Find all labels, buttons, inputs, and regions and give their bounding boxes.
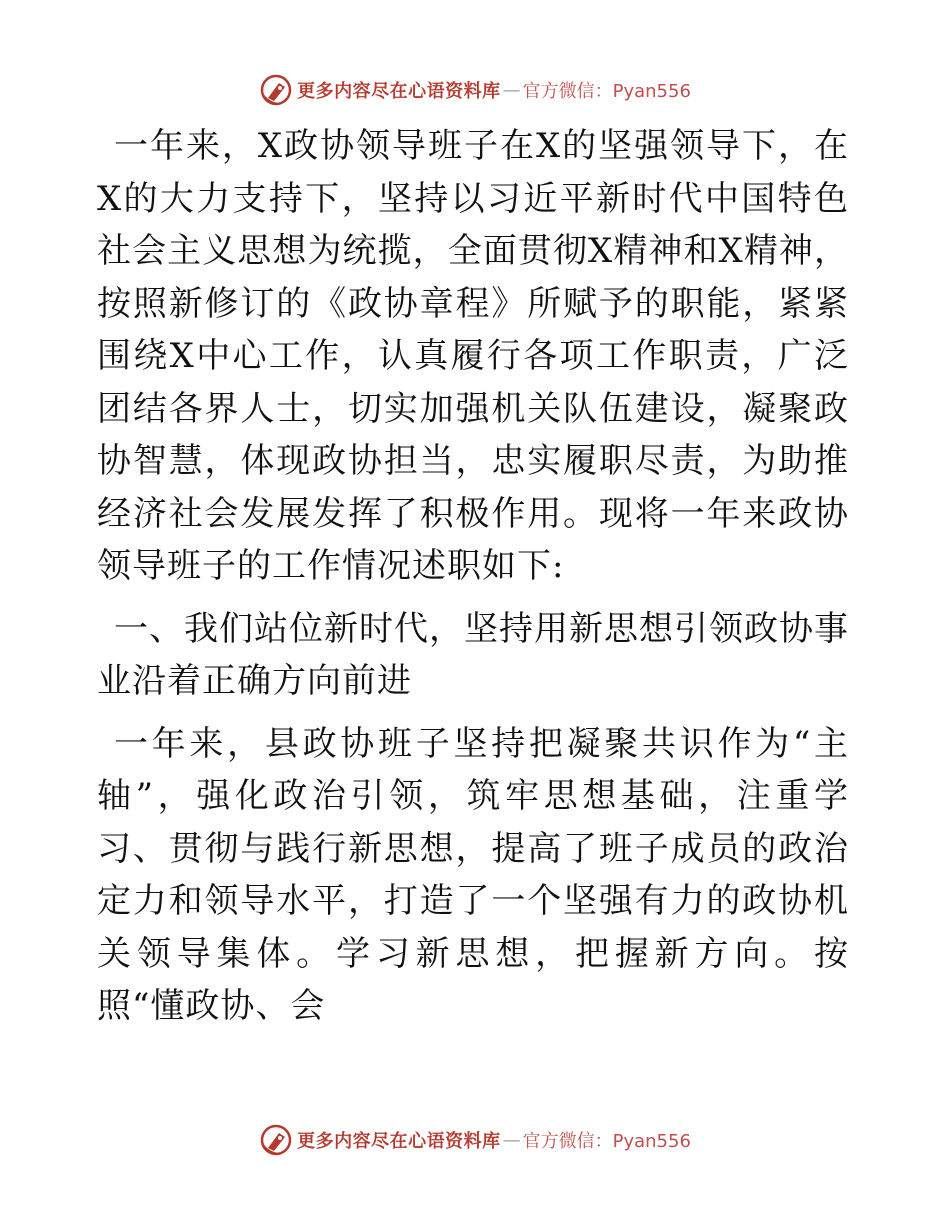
document-body xyxy=(97,120,849,1033)
banner-separator: — xyxy=(502,1129,521,1151)
intro-paragraph: 一年来，X政协领导班子在X的坚强领导下，在X的大力支持下，坚持以习近平新时代中国特色社会主义思想为统揽，全面贯彻X精神和X精神，按照新修订的《政协章程》所赋予的职能，紧紧围绕X中心工作，认真履行各项工作职责，广泛团结各界人士，切实加强机关队伍建设，凝聚政协智慧，体现政协担当，忠实履职尽责，为助推经济社会发展发挥了积极作用。现将一年来政协领导班子的工作情况述职如下: xyxy=(97,126,849,586)
pen-nib-logo-icon xyxy=(259,1123,293,1157)
footer-banner xyxy=(0,1120,950,1160)
section-paragraph-1: 一年来，县政协班子坚持把凝聚共识作为“主轴”，强化政治引领，筑牢思想基础，注重学习、贯彻与践行新思想，提高了班子成员的政治定力和领导水平，打造了一个坚强有力的政协机关领导集体。学习新思想，把握新方向。按照“懂政协、会 xyxy=(97,723,849,1026)
banner-wechat-text: 官方微信：Pyan556 xyxy=(522,1131,691,1152)
banner-separator: — xyxy=(502,79,521,101)
banner-brand-text: 更多内容尽在心语资料库 xyxy=(297,81,501,102)
pen-nib-logo-icon xyxy=(259,73,293,107)
banner-brand-text: 更多内容尽在心语资料库 xyxy=(297,1131,501,1152)
banner-wechat-text: 官方微信：Pyan556 xyxy=(522,81,691,102)
section-heading-1: 一、我们站位新时代，坚持用新思想引领政协事业沿着正确方向前进 xyxy=(97,608,849,701)
header-banner xyxy=(0,70,950,110)
